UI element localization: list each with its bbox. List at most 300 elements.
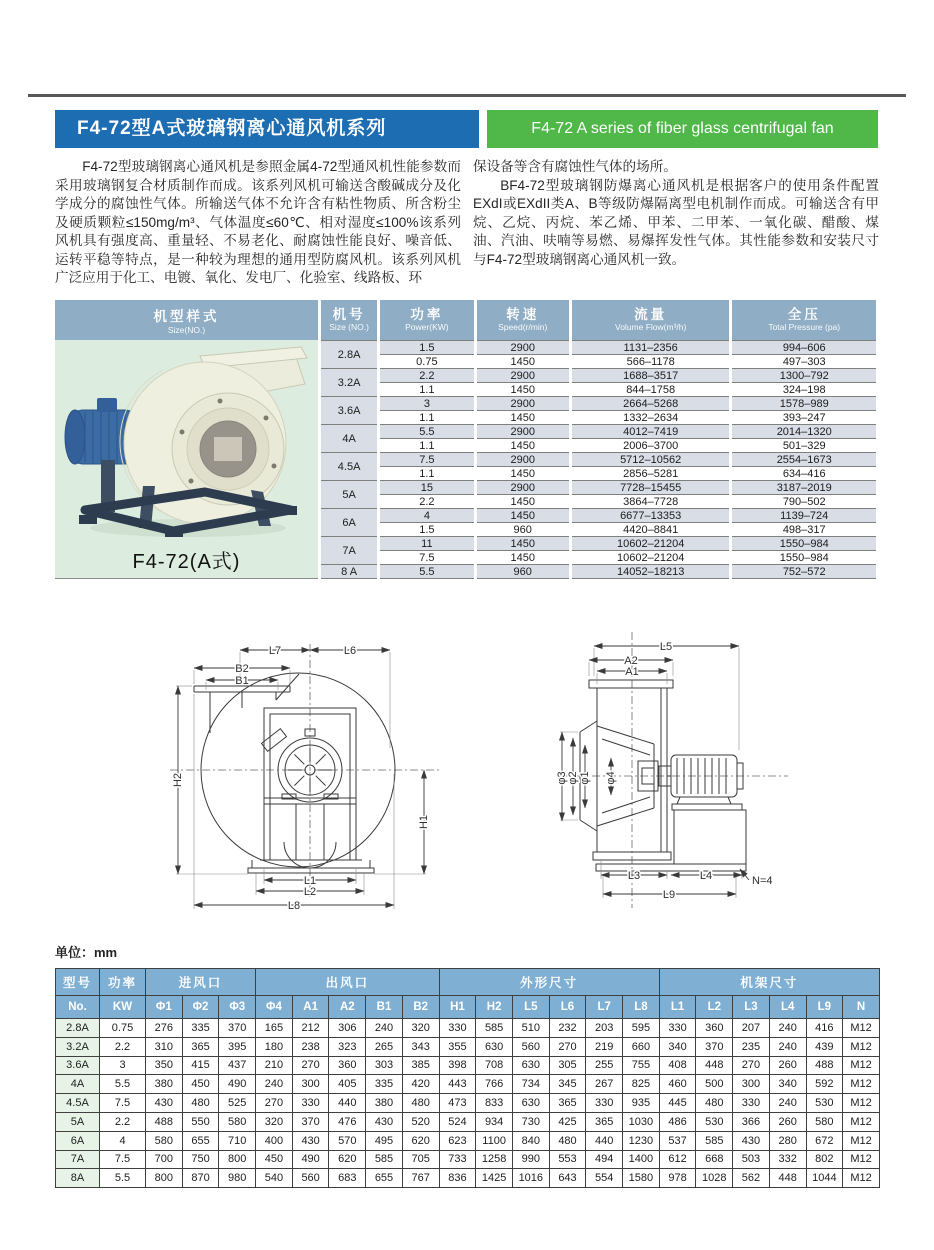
- dim-value-cell: 5.5: [100, 1075, 146, 1094]
- dim-col-header: L4: [769, 996, 806, 1019]
- dim-value-cell: 380: [146, 1075, 183, 1094]
- dim-value-cell: 448: [769, 1169, 806, 1188]
- dim-value-cell: 330: [292, 1094, 329, 1113]
- dim-value-cell: 240: [769, 1019, 806, 1038]
- dim-value-cell: 668: [696, 1150, 733, 1169]
- dim-value-cell: 212: [292, 1019, 329, 1038]
- dim-value-cell: 210: [256, 1056, 293, 1075]
- dim-value-cell: 323: [329, 1037, 366, 1056]
- dim-label-L4: L4: [699, 870, 713, 882]
- spec-header-speed: 转速 Speed(r/min): [477, 300, 569, 340]
- spec-value-cell: 1.1: [380, 439, 473, 453]
- spec-value-cell: 5.5: [380, 565, 473, 579]
- dim-model-cell: 5A: [56, 1112, 100, 1131]
- dim-label-phi1: φ1: [579, 771, 591, 785]
- dim-label-H1: H1: [418, 814, 430, 830]
- dim-value-cell: 7.5: [100, 1094, 146, 1113]
- dim-value-cell: 476: [329, 1112, 366, 1131]
- dim-value-cell: 643: [549, 1169, 586, 1188]
- dim-value-cell: 1580: [623, 1169, 660, 1188]
- dim-value-cell: 530: [806, 1094, 843, 1113]
- spec-value-cell: 1450: [477, 537, 569, 551]
- dim-row: [56, 1150, 880, 1169]
- dim-row: [56, 1056, 880, 1075]
- dim-value-cell: 450: [256, 1150, 293, 1169]
- spec-value-cell: 960: [477, 523, 569, 537]
- dim-value-cell: 935: [623, 1094, 660, 1113]
- dim-label-phi2: φ2: [567, 771, 579, 785]
- spec-row: [321, 495, 876, 509]
- dim-value-cell: 240: [256, 1075, 293, 1094]
- dim-value-cell: 335: [182, 1019, 219, 1038]
- fan-product-photo: [55, 340, 318, 579]
- dim-header-groups: [56, 969, 880, 996]
- dim-value-cell: 1030: [623, 1112, 660, 1131]
- spec-value-cell: 994–606: [732, 340, 876, 355]
- spec-value-cell: 10602–21204: [572, 537, 730, 551]
- spec-row: [321, 551, 876, 565]
- dim-value-cell: 500: [696, 1075, 733, 1094]
- dim-col-header: L9: [806, 996, 843, 1019]
- dim-value-cell: 480: [549, 1131, 586, 1150]
- spec-value-cell: 566–1178: [572, 355, 730, 369]
- dim-value-cell: 840: [512, 1131, 549, 1150]
- dimension-drawing-side-view: [148, 628, 453, 913]
- dim-col-header: L5: [512, 996, 549, 1019]
- dim-value-cell: 560: [512, 1037, 549, 1056]
- spec-value-cell: 5712–10562: [572, 453, 730, 467]
- dim-value-cell: 480: [402, 1094, 439, 1113]
- dim-value-cell: 385: [402, 1056, 439, 1075]
- spec-value-cell: 1.1: [380, 411, 473, 425]
- dim-value-cell: 683: [329, 1169, 366, 1188]
- dim-value-cell: 1400: [623, 1150, 660, 1169]
- spec-value-cell: 2014–1320: [732, 425, 876, 439]
- dim-value-cell: 580: [806, 1112, 843, 1131]
- spec-value-cell: 1578–989: [732, 397, 876, 411]
- dim-value-cell: 620: [329, 1150, 366, 1169]
- dim-value-cell: 730: [512, 1112, 549, 1131]
- dim-label-L9: L9: [662, 889, 676, 901]
- dim-value-cell: 300: [292, 1075, 329, 1094]
- dim-value-cell: 443: [439, 1075, 476, 1094]
- dim-col-header: B2: [402, 996, 439, 1019]
- dim-value-cell: 630: [476, 1037, 513, 1056]
- dim-value-cell: 335: [366, 1075, 403, 1094]
- dim-label-L7: L7: [268, 645, 282, 657]
- dim-value-cell: 750: [182, 1150, 219, 1169]
- dim-row: [56, 1075, 880, 1094]
- dim-value-cell: 366: [733, 1112, 770, 1131]
- spec-value-cell: 1139–724: [732, 509, 876, 523]
- dim-value-cell: 330: [733, 1094, 770, 1113]
- dim-value-cell: 420: [402, 1075, 439, 1094]
- dim-value-cell: 802: [806, 1150, 843, 1169]
- spec-value-cell: 5.5: [380, 425, 473, 439]
- spec-value-cell: 1450: [477, 439, 569, 453]
- spec-value-cell: 7.5: [380, 453, 473, 467]
- dim-value-cell: 488: [806, 1056, 843, 1075]
- dim-col-header: H1: [439, 996, 476, 1019]
- spec-value-cell: 497–303: [732, 355, 876, 369]
- dim-value-cell: 592: [806, 1075, 843, 1094]
- dim-model-cell: 3.6A: [56, 1056, 100, 1075]
- dim-label-B2: B2: [235, 663, 249, 675]
- spec-value-cell: 2900: [477, 425, 569, 439]
- dim-col-header: L8: [623, 996, 660, 1019]
- spec-row: [321, 453, 876, 467]
- dim-value-cell: 580: [219, 1112, 256, 1131]
- spec-value-cell: 2.2: [380, 369, 473, 383]
- dim-value-cell: 165: [256, 1019, 293, 1038]
- dim-value-cell: 540: [256, 1169, 293, 1188]
- spec-value-cell: 2554–1673: [732, 453, 876, 467]
- dim-value-cell: 1230: [623, 1131, 660, 1150]
- dim-label-B1: B1: [235, 675, 249, 687]
- dim-model-cell: 7A: [56, 1150, 100, 1169]
- dim-value-cell: 260: [769, 1112, 806, 1131]
- spec-value-cell: 844–1758: [572, 383, 730, 397]
- fan-size-cell: 4.5A: [321, 453, 377, 481]
- spec-header-row: [321, 300, 876, 340]
- dim-value-cell: 580: [146, 1131, 183, 1150]
- dim-value-cell: 520: [402, 1112, 439, 1131]
- dim-row: [56, 1037, 880, 1056]
- dim-value-cell: 207: [733, 1019, 770, 1038]
- spec-table-body: [321, 340, 876, 579]
- dim-value-cell: 655: [182, 1131, 219, 1150]
- dim-value-cell: 265: [366, 1037, 403, 1056]
- fan-size-cell: 6A: [321, 509, 377, 537]
- dim-value-cell: 537: [659, 1131, 696, 1150]
- fan-size-cell: 7A: [321, 537, 377, 565]
- dim-value-cell: 370: [219, 1019, 256, 1038]
- spec-row: [321, 369, 876, 383]
- spec-value-cell: 3864–7728: [572, 495, 730, 509]
- dim-value-cell: 490: [219, 1075, 256, 1094]
- spec-header-size: 机号 Size (NO.): [321, 300, 377, 340]
- dim-row: [56, 1112, 880, 1131]
- dim-value-cell: 395: [219, 1037, 256, 1056]
- dim-value-cell: 800: [219, 1150, 256, 1169]
- spec-value-cell: 393–247: [732, 411, 876, 425]
- dim-value-cell: M12: [843, 1150, 880, 1169]
- spec-value-cell: 7.5: [380, 551, 473, 565]
- dim-value-cell: 553: [549, 1150, 586, 1169]
- dim-value-cell: 306: [329, 1019, 366, 1038]
- spec-row: [321, 397, 876, 411]
- dim-model-cell: 3.2A: [56, 1037, 100, 1056]
- dim-value-cell: 310: [146, 1037, 183, 1056]
- fan-size-cell: 4A: [321, 425, 377, 453]
- dim-value-cell: 255: [586, 1056, 623, 1075]
- spec-header-pressure: 全压 Total Pressure (pa): [732, 300, 876, 340]
- spec-value-cell: 324–198: [732, 383, 876, 397]
- fan-illustration: [55, 340, 318, 545]
- dim-value-cell: 365: [182, 1037, 219, 1056]
- performance-table: [318, 300, 879, 579]
- spec-header-power: 功率 Power(KW): [380, 300, 473, 340]
- page-title-en: F4-72 A series of fiber glass centrifugal fan: [487, 110, 878, 148]
- dim-value-cell: 708: [476, 1056, 513, 1075]
- dim-value-cell: 623: [439, 1131, 476, 1150]
- dim-row: [56, 1131, 880, 1150]
- spec-value-cell: 4012–7419: [572, 425, 730, 439]
- dim-value-cell: 330: [439, 1019, 476, 1038]
- dim-label-L8: L8: [287, 900, 301, 912]
- dim-value-cell: 305: [549, 1056, 586, 1075]
- spec-value-cell: 752–572: [732, 565, 876, 579]
- dim-header-cols: [56, 996, 880, 1019]
- dim-value-cell: 494: [586, 1150, 623, 1169]
- dim-value-cell: 530: [696, 1112, 733, 1131]
- dim-value-cell: 415: [182, 1056, 219, 1075]
- spec-row: [321, 340, 876, 355]
- dim-value-cell: 1425: [476, 1169, 513, 1188]
- spec-value-cell: 11: [380, 537, 473, 551]
- spec-value-cell: 1450: [477, 383, 569, 397]
- dim-value-cell: 270: [733, 1056, 770, 1075]
- dim-value-cell: M12: [843, 1094, 880, 1113]
- dim-value-cell: 585: [696, 1131, 733, 1150]
- fan-size-cell: 2.8A: [321, 340, 377, 369]
- spec-value-cell: 0.75: [380, 355, 473, 369]
- dim-group-header: 机架尺寸: [659, 969, 879, 996]
- dim-value-cell: 430: [146, 1094, 183, 1113]
- dim-value-cell: M12: [843, 1019, 880, 1038]
- dim-value-cell: 655: [366, 1169, 403, 1188]
- spec-value-cell: 2.2: [380, 495, 473, 509]
- dim-col-header: B1: [366, 996, 403, 1019]
- dim-value-cell: 980: [219, 1169, 256, 1188]
- dim-col-header: Φ2: [182, 996, 219, 1019]
- spec-row: [321, 467, 876, 481]
- dim-row: [56, 1094, 880, 1113]
- dim-col-header: A2: [329, 996, 366, 1019]
- dim-value-cell: 1016: [512, 1169, 549, 1188]
- dim-value-cell: 978: [659, 1169, 696, 1188]
- spec-row: [321, 537, 876, 551]
- dim-value-cell: 437: [219, 1056, 256, 1075]
- dim-value-cell: 495: [366, 1131, 403, 1150]
- spec-value-cell: 1450: [477, 551, 569, 565]
- dim-value-cell: 440: [586, 1131, 623, 1150]
- dim-label-A2: A2: [624, 655, 638, 667]
- spec-value-cell: 1450: [477, 509, 569, 523]
- spec-header-model: [55, 300, 318, 340]
- spec-value-cell: 3: [380, 397, 473, 411]
- dim-value-cell: M12: [843, 1075, 880, 1094]
- dim-value-cell: 1028: [696, 1169, 733, 1188]
- spec-value-cell: 4420–8841: [572, 523, 730, 537]
- dim-value-cell: 710: [219, 1131, 256, 1150]
- dim-value-cell: 4: [100, 1131, 146, 1150]
- dim-group-header: 功率: [100, 969, 146, 996]
- dim-value-cell: 660: [623, 1037, 660, 1056]
- spec-value-cell: 1450: [477, 467, 569, 481]
- spec-row: [321, 411, 876, 425]
- dim-value-cell: 700: [146, 1150, 183, 1169]
- spec-row: [321, 523, 876, 537]
- dim-value-cell: 630: [512, 1056, 549, 1075]
- dim-value-cell: 800: [146, 1169, 183, 1188]
- dim-value-cell: 2.2: [100, 1037, 146, 1056]
- dim-value-cell: 400: [256, 1131, 293, 1150]
- dim-label-A1: A1: [625, 666, 639, 678]
- dim-value-cell: 562: [733, 1169, 770, 1188]
- fan-size-cell: 3.6A: [321, 397, 377, 425]
- dim-value-cell: 370: [696, 1037, 733, 1056]
- dim-value-cell: 405: [329, 1075, 366, 1094]
- dim-value-cell: 408: [659, 1056, 696, 1075]
- dim-value-cell: 320: [256, 1112, 293, 1131]
- intro-column-right: [473, 158, 879, 288]
- spec-value-cell: 1.5: [380, 340, 473, 355]
- dim-value-cell: 1258: [476, 1150, 513, 1169]
- spec-row: [321, 439, 876, 453]
- dim-col-header: KW: [100, 996, 146, 1019]
- dim-value-cell: 238: [292, 1037, 329, 1056]
- dim-value-cell: 595: [623, 1019, 660, 1038]
- spec-value-cell: 2856–5281: [572, 467, 730, 481]
- spec-value-cell: 1550–984: [732, 537, 876, 551]
- dim-col-header: L6: [549, 996, 586, 1019]
- dim-value-cell: 7.5: [100, 1150, 146, 1169]
- dim-value-cell: 416: [806, 1019, 843, 1038]
- dim-model-cell: 2.8A: [56, 1019, 100, 1038]
- dim-value-cell: 430: [733, 1131, 770, 1150]
- dim-value-cell: 836: [439, 1169, 476, 1188]
- spec-row: [321, 425, 876, 439]
- intro-paragraph-1-continued: 保设备等含有腐蚀性气体的场所。: [473, 159, 677, 174]
- dim-value-cell: 320: [402, 1019, 439, 1038]
- dim-value-cell: M12: [843, 1056, 880, 1075]
- dim-value-cell: 448: [696, 1056, 733, 1075]
- dim-value-cell: 365: [549, 1094, 586, 1113]
- dim-value-cell: 280: [769, 1131, 806, 1150]
- spec-value-cell: 1.5: [380, 523, 473, 537]
- dim-value-cell: 585: [366, 1150, 403, 1169]
- dim-row: [56, 1019, 880, 1038]
- dim-value-cell: 473: [439, 1094, 476, 1113]
- spec-header-model-en: Size(NO.): [167, 325, 206, 335]
- dim-value-cell: 0.75: [100, 1019, 146, 1038]
- spec-value-cell: 1450: [477, 411, 569, 425]
- spec-row: [321, 565, 876, 579]
- dim-col-header: No.: [56, 996, 100, 1019]
- dim-value-cell: 870: [182, 1169, 219, 1188]
- dim-value-cell: 550: [182, 1112, 219, 1131]
- dim-value-cell: 430: [292, 1131, 329, 1150]
- dim-col-header: H2: [476, 996, 513, 1019]
- spec-value-cell: 1.1: [380, 383, 473, 397]
- dim-label-L3: L3: [627, 870, 641, 882]
- spec-value-cell: 1688–3517: [572, 369, 730, 383]
- intro-text: [55, 158, 879, 288]
- dim-value-cell: 398: [439, 1056, 476, 1075]
- dim-value-cell: 240: [769, 1094, 806, 1113]
- spec-value-cell: 498–317: [732, 523, 876, 537]
- dim-value-cell: 370: [292, 1112, 329, 1131]
- spec-value-cell: 2900: [477, 397, 569, 411]
- dim-value-cell: 380: [366, 1094, 403, 1113]
- spec-value-cell: 634–416: [732, 467, 876, 481]
- dim-label-L2: L2: [303, 886, 317, 898]
- dim-value-cell: 990: [512, 1150, 549, 1169]
- dim-label-H2: H2: [172, 772, 184, 788]
- dim-value-cell: 270: [256, 1094, 293, 1113]
- dim-value-cell: 733: [439, 1150, 476, 1169]
- dim-value-cell: 260: [769, 1056, 806, 1075]
- dim-model-cell: 8A: [56, 1169, 100, 1188]
- dimension-table: [55, 968, 880, 1188]
- dim-value-cell: 630: [512, 1094, 549, 1113]
- dim-value-cell: 270: [549, 1037, 586, 1056]
- dim-value-cell: M12: [843, 1037, 880, 1056]
- dim-value-cell: 620: [402, 1131, 439, 1150]
- dim-group-header: 型号: [56, 969, 100, 996]
- dim-value-cell: 330: [586, 1094, 623, 1113]
- dim-value-cell: 180: [256, 1037, 293, 1056]
- dim-value-cell: 825: [623, 1075, 660, 1094]
- dim-value-cell: 488: [146, 1112, 183, 1131]
- spec-header-flow: 流量 Volume Flow(m³/h): [572, 300, 730, 340]
- spec-value-cell: 4: [380, 509, 473, 523]
- dim-value-cell: M12: [843, 1112, 880, 1131]
- dim-label-phi4: φ4: [605, 771, 617, 785]
- dim-value-cell: 439: [806, 1037, 843, 1056]
- spec-value-cell: 3187–2019: [732, 481, 876, 495]
- dim-value-cell: 570: [329, 1131, 366, 1150]
- dim-value-cell: 300: [733, 1075, 770, 1094]
- intro-column-left: [55, 158, 461, 288]
- spec-value-cell: 2900: [477, 340, 569, 355]
- dim-value-cell: 672: [806, 1131, 843, 1150]
- dim-group-header: 出风口: [256, 969, 440, 996]
- dim-col-header: Φ3: [219, 996, 256, 1019]
- spec-value-cell: 14052–18213: [572, 565, 730, 579]
- top-rule: [28, 94, 906, 97]
- dim-value-cell: 5.5: [100, 1169, 146, 1188]
- dim-label-L6: L6: [343, 645, 357, 657]
- dim-model-cell: 4A: [56, 1075, 100, 1094]
- spec-value-cell: 1.1: [380, 467, 473, 481]
- dim-value-cell: 480: [182, 1094, 219, 1113]
- dim-value-cell: 240: [769, 1037, 806, 1056]
- spec-value-cell: 7728–15455: [572, 481, 730, 495]
- dim-value-cell: 343: [402, 1037, 439, 1056]
- dim-value-cell: 350: [146, 1056, 183, 1075]
- dim-col-header: L3: [733, 996, 770, 1019]
- unit-note: 单位：mm: [55, 945, 118, 960]
- spec-row: [321, 383, 876, 397]
- dim-value-cell: 240: [366, 1019, 403, 1038]
- spec-value-cell: 2900: [477, 453, 569, 467]
- dim-label-L5: L5: [659, 641, 673, 653]
- dim-value-cell: 360: [696, 1019, 733, 1038]
- spec-value-cell: 2664–5268: [572, 397, 730, 411]
- dim-value-cell: 267: [586, 1075, 623, 1094]
- spec-value-cell: 1131–2356: [572, 340, 730, 355]
- dim-group-header: 外形尺寸: [439, 969, 659, 996]
- dim-value-cell: 425: [549, 1112, 586, 1131]
- dim-label-N: N=4: [752, 875, 773, 887]
- spec-value-cell: 2900: [477, 481, 569, 495]
- dim-value-cell: 525: [219, 1094, 256, 1113]
- dim-value-cell: 554: [586, 1169, 623, 1188]
- spec-row: [321, 481, 876, 495]
- spec-value-cell: 1300–792: [732, 369, 876, 383]
